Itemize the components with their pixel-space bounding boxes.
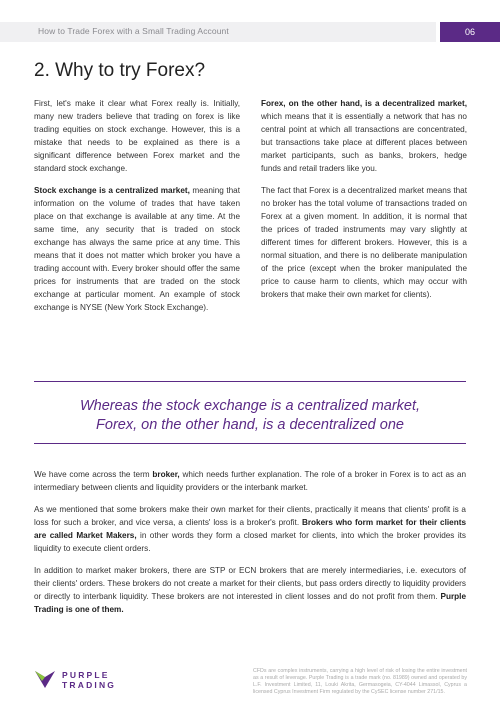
- pull-quote: [34, 397, 466, 435]
- body-paragraph-2: [34, 503, 466, 555]
- body-text: [34, 468, 466, 625]
- body-paragraph-3: [34, 564, 466, 616]
- quote-bottom-rule: [34, 443, 466, 444]
- body-paragraph-1-text-b: which needs further explanation. The role of a broker in Forex is to act as an intermediary between clients and liquidity providers or the interbank market.: [34, 470, 467, 492]
- risk-disclaimer: CFDs are complex instruments, carrying a high level of risk of losing the entire investment as a result of leverage. Purple Trading is a trade mark (no. 81989) owned and operated by L.F. Investment Limited, 11, Louki Akrita, Germasogeia, CY-4044 Limassol, Cyprus a licensed Cyprus Investment Firm regulated by the CySEC license number 271/15.: [253, 668, 467, 695]
- logo-line-1: PURPLE: [62, 670, 110, 680]
- pull-quote-line-1: Whereas the stock exchange is a centralized market,: [79, 398, 421, 414]
- broker-bold: broker,: [152, 470, 180, 479]
- body-paragraph-2-text-b: in other words they form a closed market for clients, into which the broker provides its liquidity to execute client orders.: [34, 531, 467, 553]
- body-paragraph-3-text-a: In addition to market maker brokers, there are STP or ECN brokers that are merely intermediaries, i.e. executors of their clients' orders. These brokers do not create a market for their clients, but pass orders directly to liquidity providers or directly to interbank liquidity. These brokers are not interested in client losses and do not profit from them.: [34, 566, 466, 601]
- pull-quote-line-2: Forex, on the other hand, is a decentralized one: [96, 417, 404, 433]
- right-column: [261, 97, 467, 310]
- quote-top-rule: [34, 381, 466, 382]
- left-column: [34, 97, 240, 323]
- left-paragraph-2: [34, 184, 240, 314]
- right-paragraph-1: [261, 97, 467, 175]
- logo-wordmark: [62, 670, 116, 690]
- forex-decentralized-bold: Forex, on the other hand, is a decentralized market,: [261, 99, 467, 108]
- right-paragraph-2: The fact that Forex is a decentralized market means that no broker has the total volume of transactions traded on Forex at a given moment. In addition, it is normal that the prices of traded instruments may vary slightly at different times for different brokers. However, this is a normal situation, and there is no deliberate manipulation of the price (except when the broker manipulated the price to cause harm to clients, which may occur with brokers that make their own market for clients).: [261, 186, 467, 299]
- purple-trading-logo-icon: [34, 668, 56, 690]
- right-paragraph-1-text: which means that it is essentially a network that has no central point at which all transactions are concentrated, but transactions take place at different places between market participants, such as banks, brokers, hedge funds and retail traders like you.: [261, 112, 467, 173]
- logo-line-2: TRADING: [62, 680, 117, 690]
- purple-trading-bold: Purple Trading is one of them.: [34, 592, 466, 614]
- left-paragraph-1: First, let's make it clear what Forex really is. Initially, many new traders believe that trading on forex is like trading equities on stock exchange. However, this is a mistake that needs to be explained as there is a significant difference between Forex market and the standard stock exchange.: [34, 99, 240, 173]
- body-paragraph-2-text-a: As we mentioned that some brokers make their own market for their clients, practically it means that clients' profit is a loss for such a broker, and vice versa, a clients' loss is a broker's profit.: [34, 505, 466, 527]
- market-makers-bold: Brokers who form market for their clients are called Market Makers,: [34, 518, 466, 540]
- document-header-title: How to Trade Forex with a Small Trading Account: [38, 26, 229, 36]
- body-paragraph-1-text-a: We have come across the term: [34, 470, 153, 479]
- stock-exchange-bold: Stock exchange is a centralized market,: [34, 186, 190, 195]
- body-paragraph-1: [34, 468, 466, 494]
- left-paragraph-2-text: meaning that information on the volume of trades that have taken place on that exchange is available at any time. At the same time, any security that is traded on stock exchange has always the same price at any time. This means that it does not matter which broker you have a trading account with. Every broker should offer the same prices for instruments that are traded on the stock exchange at particular moment. An example of stock exchange is NYSE (New York Stock Exchange).: [34, 186, 240, 312]
- section-title: 2. Why to try Forex?: [34, 60, 206, 81]
- page-number: 06: [440, 22, 500, 42]
